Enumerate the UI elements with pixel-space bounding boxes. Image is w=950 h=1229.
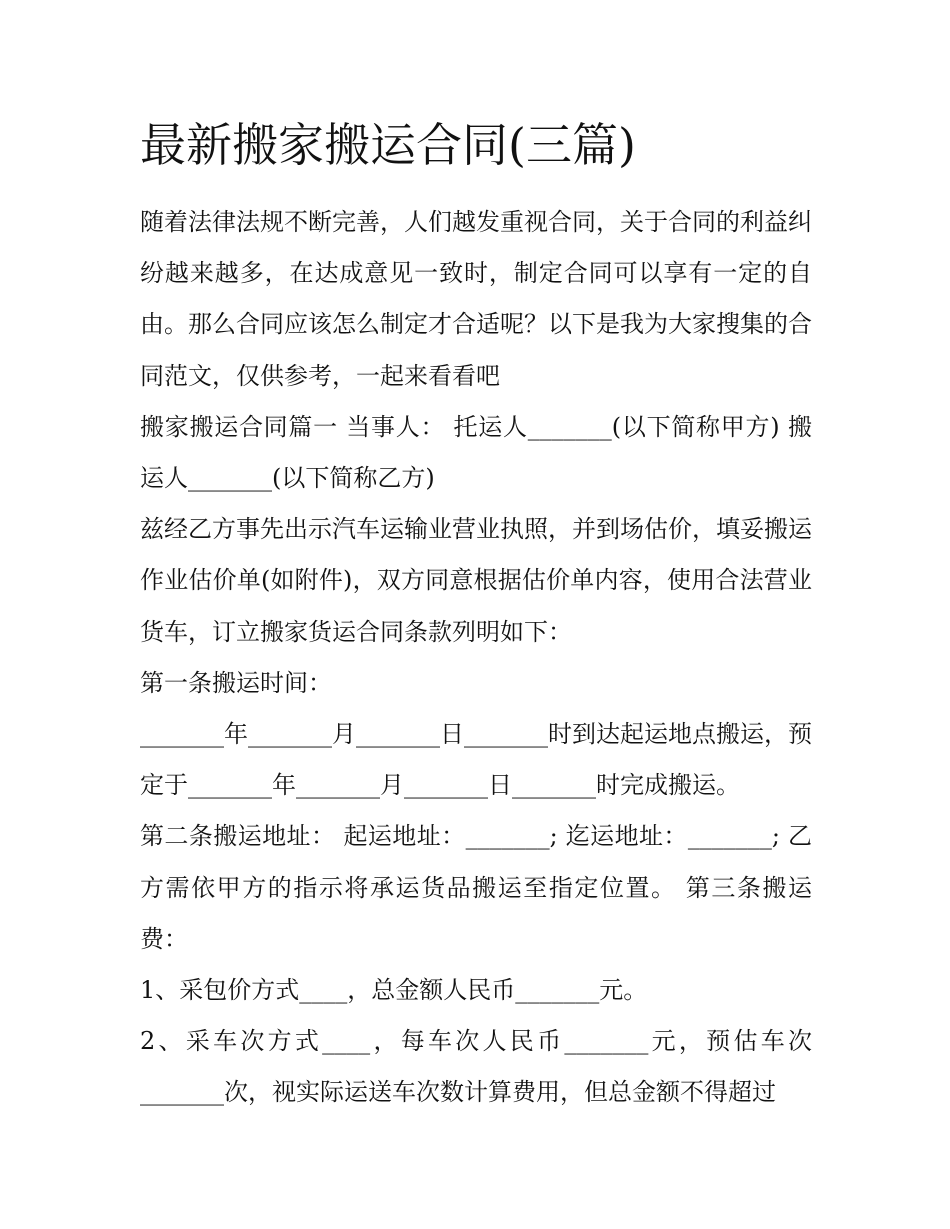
paragraph-preamble: 兹经乙方事先出示汽车运输业营业执照，并到场估价，填妥搬运作业估价单(如附件)，双方同意根据估价单内容，使用合法营业货车，订立搬家货运合同条款列明如下：	[140, 515, 812, 646]
paragraph-parties: 搬家搬运合同篇一 当事人： 托运人_______(以下简称甲方) 搬运人_______(以下简称乙方)	[140, 412, 812, 493]
article-1-heading: 第一条搬运时间：	[140, 668, 332, 697]
fee-item-1: 1、采包价方式____，总金额人民币_______元。	[140, 976, 648, 1005]
article-2-address: 第二条搬运地址： 起运地址：_______; 迄运地址：_______; 乙方需依甲方的指示将承运货品搬运至指定位置。 第三条搬运费：	[140, 822, 812, 953]
fee-item-2: 2、采车次方式____，每车次人民币_______元，预估车次_______次，视实际运送车次数计算费用，但总金额不得超过	[140, 1027, 812, 1107]
document-body	[140, 197, 812, 1119]
article-1-schedule: _______年_______月_______日_______时到达起运地点搬运，预定于_______年_______月_______日_______时完成搬运。	[140, 720, 812, 800]
paragraph-intro: 随着法律法规不断完善，人们越发重视合同，关于合同的利益纠纷越来越多，在达成意见一致时，制定合同可以享有一定的自由。那么合同应该怎么制定才合适呢？以下是我为大家搜集的合同范文，仅供参考，一起来看看吧	[140, 208, 812, 390]
document-title: 最新搬家搬运合同(三篇)	[140, 118, 636, 172]
